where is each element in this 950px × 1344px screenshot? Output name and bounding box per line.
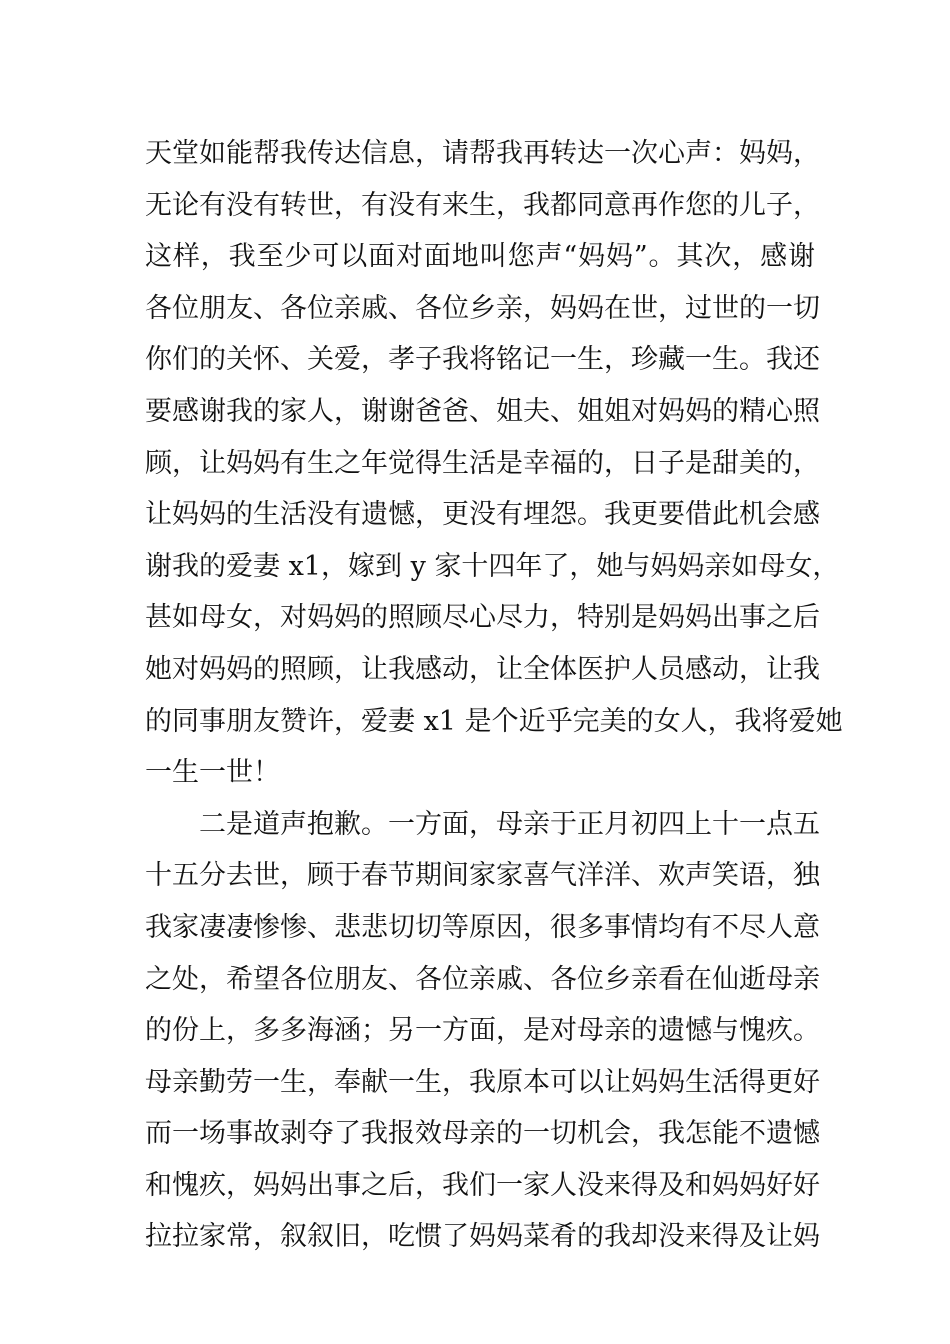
text-line: 你们的关怀、关爱，孝子我将铭记一生，珍藏一生。我还 <box>145 344 820 376</box>
paragraph-start-line: 二是道声抱歉。一方面，母亲于正月初四上十一点五 <box>199 808 820 840</box>
text-line: 顾，让妈妈有生之年觉得生活是幸福的，日子是甜美的， <box>145 447 820 479</box>
text-line: 而一场事故剥夺了我报效母亲的一切机会，我怎能不遗憾 <box>145 1118 820 1150</box>
text-line: 这样，我至少可以面对面地叫您声“妈妈”。其次，感谢 <box>145 241 815 273</box>
text-line: 要感谢我的家人，谢谢爸爸、姐夫、姐姐对妈妈的精心照 <box>145 395 820 427</box>
text-line: 之处，希望各位朋友、各位亲戚、各位乡亲看在仙逝母亲 <box>145 963 820 995</box>
text-line: 甚如母女，对妈妈的照顾尽心尽力，特别是妈妈出事之后 <box>145 602 820 634</box>
text-line: 她对妈妈的照顾，让我感动，让全体医护人员感动，让我 <box>145 653 820 685</box>
paragraph-end-line: 一生一世！ <box>145 757 280 789</box>
text-line: 无论有没有转世，有没有来生，我都同意再作您的儿子， <box>145 189 820 221</box>
text-line: 我家凄凄惨惨、悲悲切切等原因，很多事情均有不尽人意 <box>145 911 820 943</box>
text-line: 十五分去世，顾于春节期间家家喜气洋洋、欢声笑语，独 <box>145 860 820 892</box>
text-line: 拉拉家常，叙叙旧，吃惯了妈妈菜肴的我却没来得及让妈 <box>145 1221 820 1253</box>
text-line: 让妈妈的生活没有遗憾，更没有埋怨。我更要借此机会感 <box>145 499 820 531</box>
text-line: 和愧疚，妈妈出事之后，我们一家人没来得及和妈妈好好 <box>145 1169 820 1201</box>
text-line: 各位朋友、各位亲戚、各位乡亲，妈妈在世，过世的一切 <box>145 292 820 324</box>
text-line: 的同事朋友赞许，爱妻 x1 是个近乎完美的女人，我将爱她 <box>145 705 843 737</box>
text-line: 母亲勤劳一生，奉献一生，我原本可以让妈妈生活得更好 <box>145 1066 820 1098</box>
body-text <box>145 128 843 1263</box>
text-line: 天堂如能帮我传达信息，请帮我再转达一次心声：妈妈， <box>145 138 820 169</box>
text-line: 的份上，多多海涵；另一方面，是对母亲的遗憾与愧疚。 <box>145 1015 820 1047</box>
text-line: 谢我的爱妻 x1，嫁到 y 家十四年了，她与妈妈亲如母女， <box>145 550 840 582</box>
